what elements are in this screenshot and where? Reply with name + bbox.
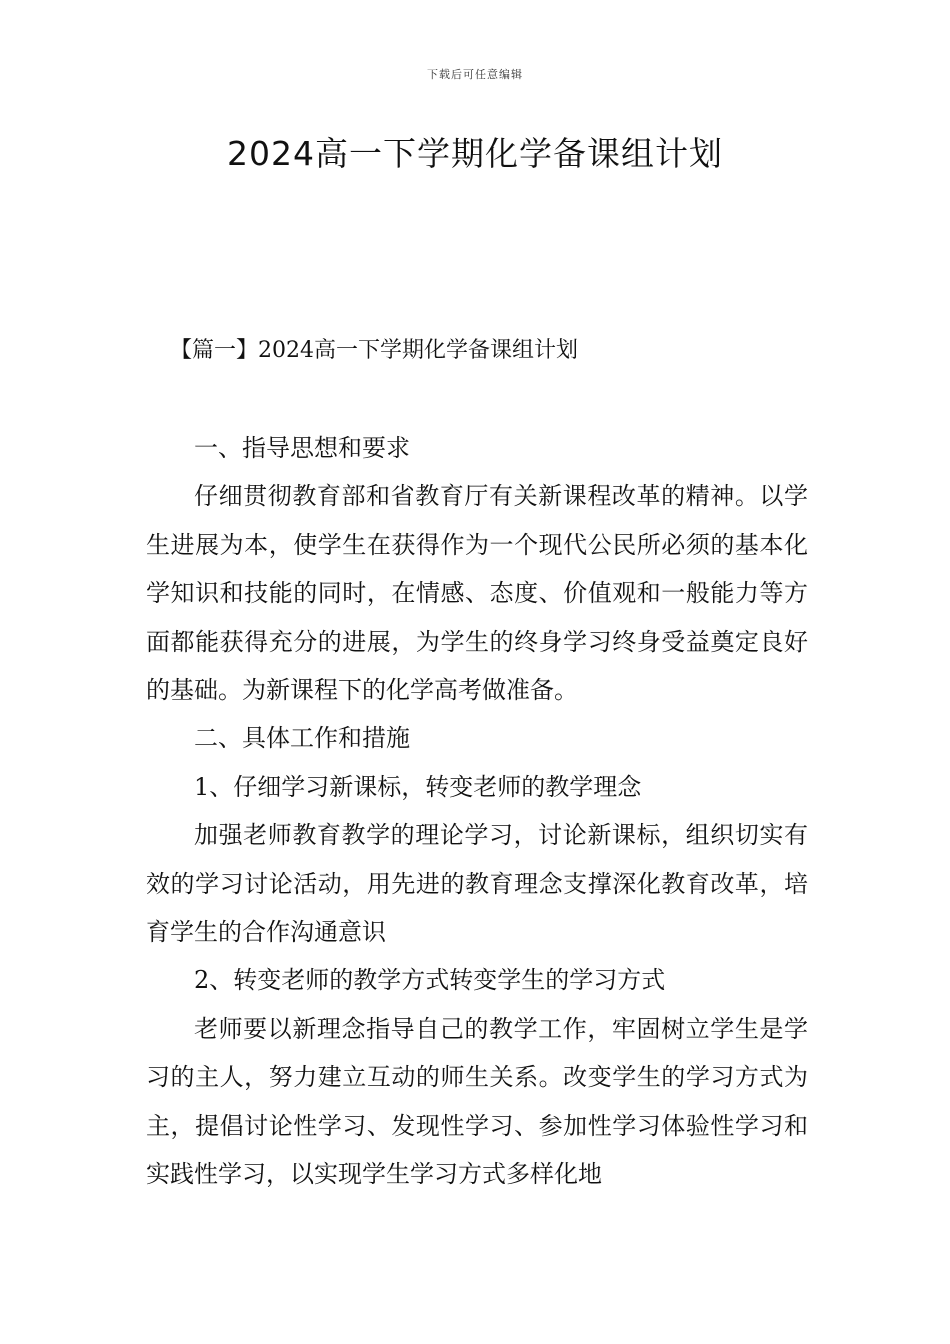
subheading-teaching-methods: 2、转变老师的教学方式转变学生的学习方式 [194,966,666,995]
document-title: 2024高一下学期化学备课组计划 [227,134,723,173]
paragraph-teaching-methods: 老师要以新理念指导自己的教学工作，牢固树立学生是学习的主人，努力建立互动的师生关系。改变学生的学习方式为主，提倡讨论性学习、发现性学习、参加性学习体验性学习和实践性学习，以实现学生学习方式多样化地 [146,1014,808,1189]
heading-guiding-principles: 一、指导思想和要求 [194,434,410,462]
subheading-study-standards: 1、仔细学习新课标，转变老师的教学理念 [194,772,642,801]
header-note: 下载后可任意编辑 [427,68,523,81]
document-body [146,424,808,1199]
heading-work-measures: 二、具体工作和措施 [194,724,410,753]
section-heading: 【篇一】2024高一下学期化学备课组计划 [170,338,578,363]
paragraph-guiding-principles: 仔细贯彻教育部和省教育厅有关新课程改革的精神。以学生进展为本，使学生在获得作为一个现代公民所必须的基本化学知识和技能的同时，在情感、态度、价值观和一般能力等方面都能获得充分的进展，为学生的终身学习终身受益奠定良好的基础。为新课程下的化学高考做准备。 [146,482,808,705]
paragraph-study-standards: 加强老师教育教学的理论学习，讨论新课标，组织切实有效的学习讨论活动，用先进的教育理念支撑深化教育改革，培育学生的合作沟通意识 [146,821,808,947]
